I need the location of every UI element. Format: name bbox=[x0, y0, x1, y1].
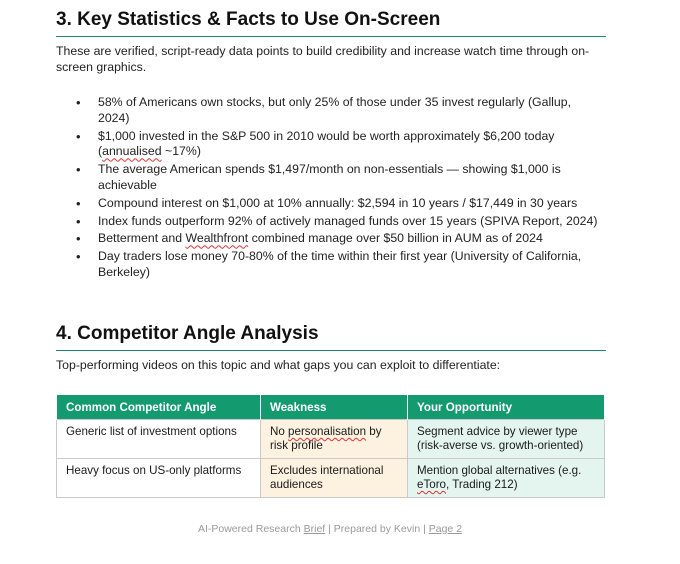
angle-cell: Heavy focus on US-only platforms bbox=[57, 459, 261, 498]
fact-item: • Betterment and Wealthfront combined manage over $50 billion in AUM as of 2024 bbox=[56, 231, 601, 247]
opportunity-cell: Segment advice by viewer type (risk-averse vs. growth-oriented) bbox=[408, 420, 605, 459]
footer-prepared-by: Prepared by Kevin bbox=[333, 523, 421, 535]
weakness-cell: Excludes international audiences bbox=[261, 459, 408, 498]
fact-item: • Compound interest on $1,000 at 10% annually: $2,594 in 10 years / $17,449 in 30 years bbox=[56, 196, 601, 212]
footer-separator: | bbox=[328, 523, 331, 535]
fact-text: $1,000 invested in the S&P 500 in 2010 would be worth approximately $6,200 today (annualised ~17%) bbox=[98, 128, 555, 159]
fact-item: • 58% of Americans own stocks, but only 25% of those under 35 invest regularly (Gallup, 2024) bbox=[56, 95, 601, 127]
section-3-intro: These are verified, script-ready data points to build credibility and increase watch time through on-screen graphics. bbox=[56, 44, 590, 74]
fact-item: • The average American spends $1,497/month on non-essentials — showing $1,000 is achievable bbox=[56, 162, 601, 194]
section-3-heading: 3. Key Statistics & Facts to Use On-Screen bbox=[56, 9, 606, 37]
angle-cell: Generic list of investment options bbox=[57, 420, 261, 459]
fact-item: • Index funds outperform 92% of actively managed funds over 15 years (SPIVA Report, 2024) bbox=[56, 214, 601, 230]
opportunity-cell: Mention global alternatives (e.g. eToro, Trading 212) bbox=[408, 459, 605, 498]
fact-item: • Day traders lose money 70-80% of the time within their first year (University of California, Berkeley) bbox=[56, 249, 601, 281]
footer-separator: | bbox=[423, 523, 426, 535]
col-header-opportunity: Your Opportunity bbox=[408, 395, 605, 420]
footer-brief-link[interactable]: Brief bbox=[303, 523, 326, 535]
section-4-intro: Top-performing videos on this topic and what gaps you can exploit to differentiate: bbox=[56, 358, 501, 372]
page-footer bbox=[0, 523, 660, 535]
weakness-cell: No personalisation by risk profile bbox=[261, 420, 408, 459]
fact-item bbox=[56, 129, 601, 161]
section-4-heading: 4. Competitor Angle Analysis bbox=[56, 323, 606, 351]
table-header-row bbox=[57, 395, 605, 420]
col-header-weakness: Weakness bbox=[261, 395, 408, 420]
table-row bbox=[57, 459, 605, 498]
footer-title: AI-Powered Research bbox=[197, 523, 301, 535]
footer-page-number[interactable]: Page 2 bbox=[428, 523, 463, 535]
col-header-angle: Common Competitor Angle bbox=[57, 395, 261, 420]
competitor-table bbox=[56, 394, 605, 498]
facts-list bbox=[56, 95, 601, 283]
table-row bbox=[57, 420, 605, 459]
